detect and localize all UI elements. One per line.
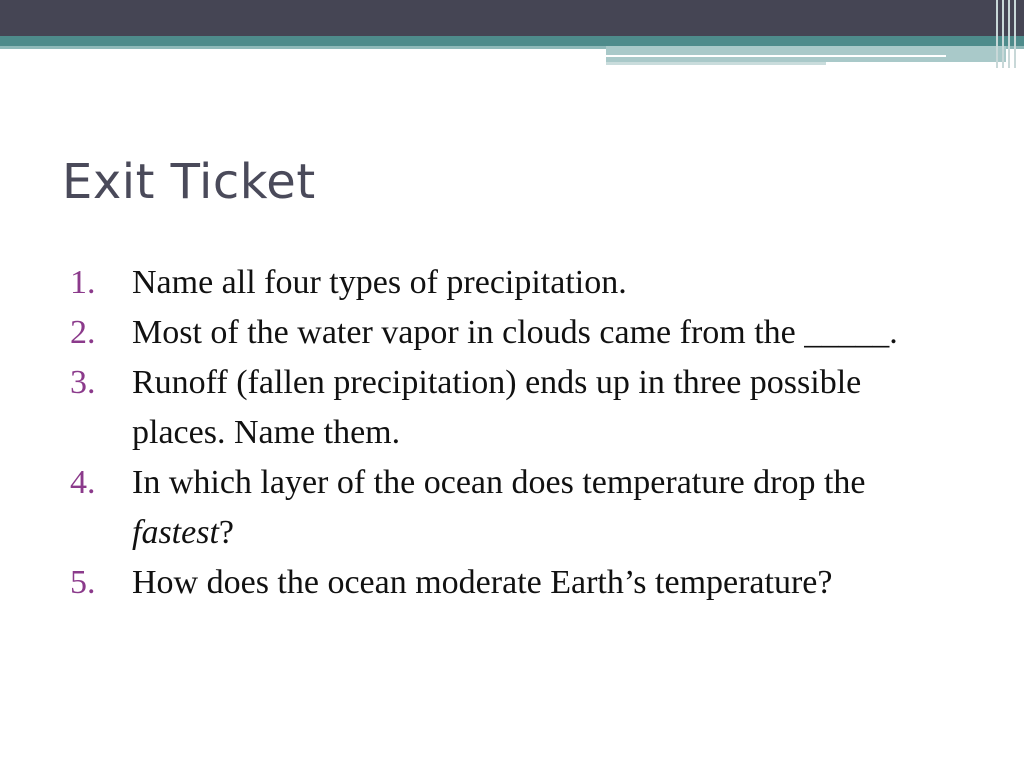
list-item bbox=[70, 308, 950, 358]
list-number: 5. bbox=[70, 564, 96, 601]
question-text: Most of the water vapor in clouds came from the _____. bbox=[132, 314, 898, 351]
question-text-after: ? bbox=[218, 514, 234, 551]
accent-stripe bbox=[0, 36, 1024, 46]
list-number: 1. bbox=[70, 264, 96, 301]
list-item bbox=[70, 458, 950, 558]
question-text bbox=[132, 458, 950, 558]
edge-stripe bbox=[1014, 0, 1016, 68]
accent-line bbox=[606, 55, 946, 57]
question-text-before: In which layer of the ocean does temperature drop the bbox=[132, 464, 866, 501]
edge-stripe bbox=[996, 0, 998, 68]
list-item bbox=[70, 258, 950, 308]
edge-stripe bbox=[1008, 0, 1010, 68]
list-item bbox=[70, 358, 950, 458]
question-text: How does the ocean moderate Earth’s temperature? bbox=[132, 564, 833, 601]
question-text-emphasis: fastest bbox=[132, 514, 219, 551]
list-number: 3. bbox=[70, 364, 96, 401]
question-text: Name all four types of precipitation. bbox=[132, 264, 627, 301]
question-list bbox=[70, 258, 950, 608]
accent-line bbox=[606, 62, 826, 65]
question-text: Runoff (fallen precipitation) ends up in three possible places. Name them. bbox=[132, 364, 862, 451]
list-item bbox=[70, 558, 950, 608]
edge-stripe bbox=[1002, 0, 1004, 68]
list-number: 4. bbox=[70, 464, 96, 501]
list-number: 2. bbox=[70, 314, 96, 351]
top-bar bbox=[0, 0, 1024, 36]
accent-block bbox=[606, 46, 1006, 62]
slide-title: Exit Ticket bbox=[62, 154, 316, 210]
